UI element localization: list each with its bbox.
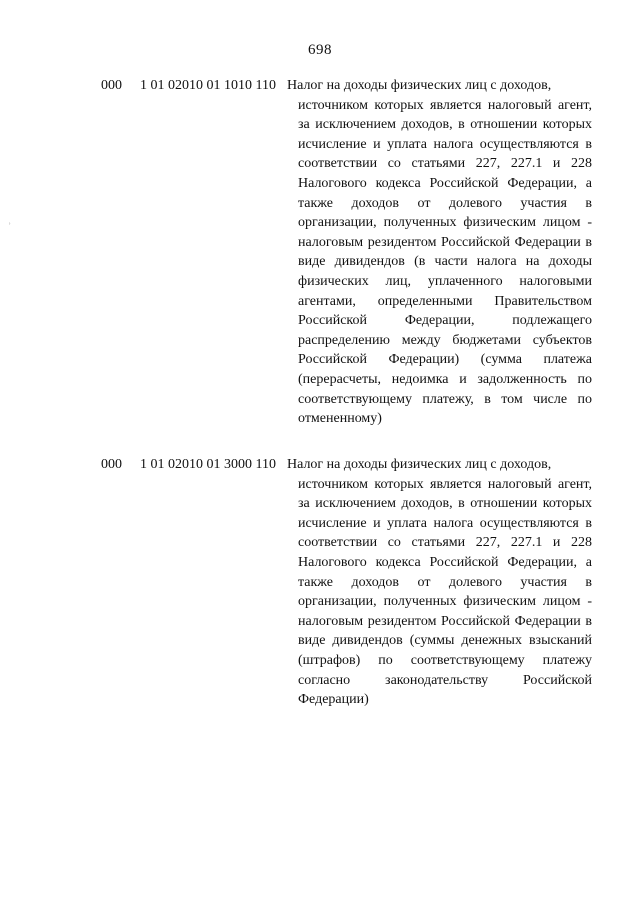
description-first-line: Налог на доходы физических лиц с доходов, (287, 457, 552, 472)
description-continuation: источником которых является налоговый агент, за исключением доходов, в отношении которых исчисление и уплата налога осуществляются в соответствии со статьями 227, 227.1 и 228 Налогового кодекса Российской Федерации, а также доходов от долевого участия в организации, полученных физическим лицом - налоговым резидентом Российской Федерации в виде дивидендов (в части налога на доходы физических лиц, уплаченного налоговыми агентами, определенными Правительством Российской Федерации, подлежащего распределению между бюджетами субъектов Российской Федерации) (сумма платежа (перерасчеты, недоимка и задолженность по соответствующему платежу, в том числе по отмененному) (298, 97, 592, 427)
description-first-line: Налог на доходы физических лиц с доходов, (287, 78, 552, 93)
admin-code: 000 (101, 78, 122, 93)
entry-description (287, 76, 592, 429)
margin-mark: ʾ (8, 222, 12, 233)
page-number: 698 (308, 42, 332, 58)
budget-classification-code: 1 01 02010 01 1010 110 (140, 78, 276, 93)
description-continuation: источником которых является налоговый агент, за исключением доходов, в отношении которых исчисление и уплата налога осуществляются в соответствии со статьями 227, 227.1 и 228 Налогового кодекса Российской Федерации, а также доходов от долевого участия в организации, полученных физическим лицом - налоговым резидентом Российской Федерации в виде дивидендов (суммы денежных взысканий (штрафов) по соответствующему платежу согласно законодательству Российской Федерации) (298, 476, 592, 708)
budget-classification-code: 1 01 02010 01 3000 110 (140, 457, 276, 472)
admin-code: 000 (101, 457, 122, 472)
entry-description (287, 455, 592, 710)
